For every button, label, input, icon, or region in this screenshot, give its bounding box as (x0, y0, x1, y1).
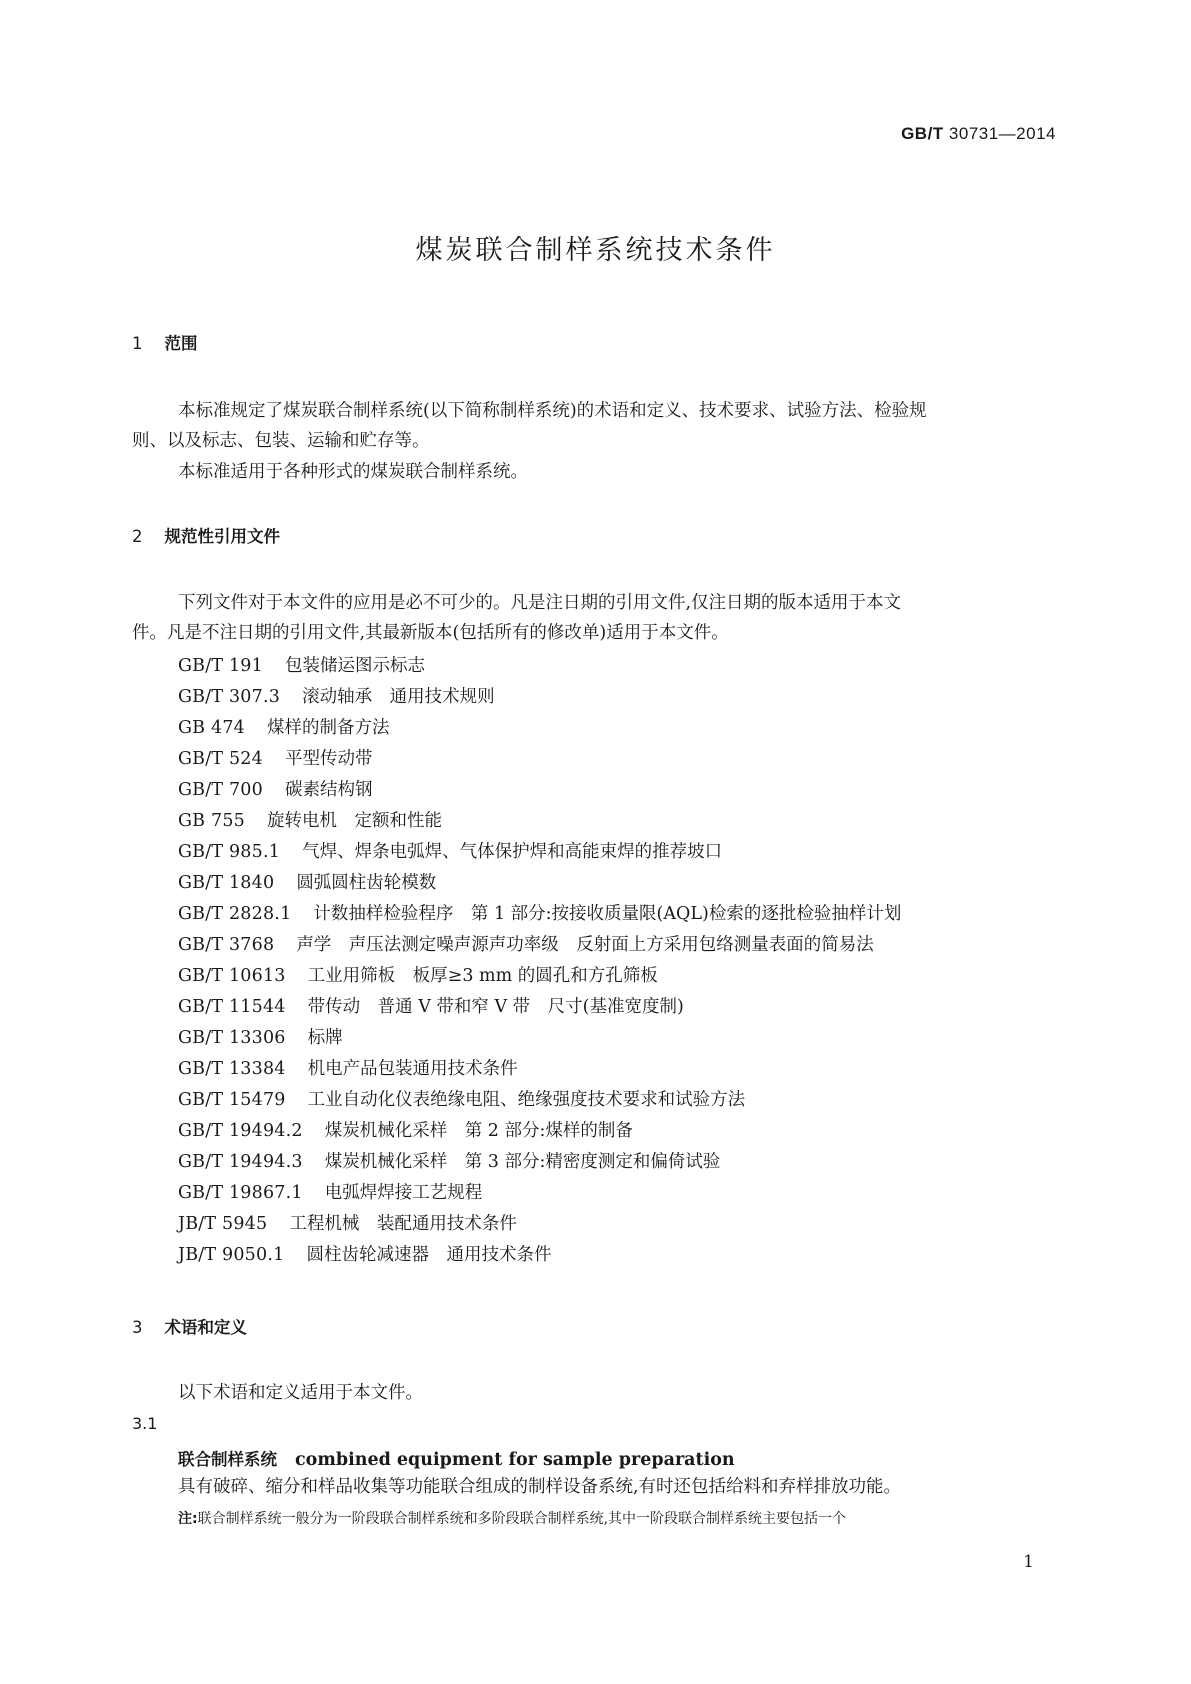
reference-item (178, 900, 901, 925)
reference-code: GB 755 (178, 811, 246, 831)
reference-code: GB/T 524 (178, 749, 263, 769)
reference-code: GB/T 11544 (178, 997, 286, 1017)
reference-item (178, 776, 372, 801)
reference-code: GB 474 (178, 718, 246, 738)
reference-item (178, 1055, 518, 1080)
section-1-heading (132, 330, 198, 354)
reference-title: 煤炭机械化采样 第 2 部分:煤样的制备 (324, 1121, 633, 1141)
note-label: 注: (178, 1511, 198, 1527)
reference-item (178, 714, 390, 739)
reference-title: 计数抽样检验程序 第 1 部分:按接收质量限(AQL)检索的逐批检验抽样计划 (313, 904, 902, 924)
reference-title: 气焊、焊条电弧焊、气体保护焊和高能束焊的推荐坡口 (302, 842, 723, 862)
reference-item (178, 1210, 517, 1235)
term-english: combined equipment for sample preparation (295, 1450, 735, 1470)
term-entry (178, 1446, 735, 1470)
reference-code: GB/T 19867.1 (178, 1183, 303, 1203)
reference-code: JB/T 5945 (178, 1214, 268, 1234)
reference-code: GB/T 19494.3 (178, 1152, 303, 1172)
standard-code-prefix: GB/T (901, 124, 944, 143)
section-1-para-1-line-2: 则、以及标志、包装、运输和贮存等。 (132, 431, 430, 451)
section-3-heading (132, 1314, 247, 1338)
reference-title: 包装储运图示标志 (284, 656, 425, 676)
term-note (178, 1508, 846, 1528)
reference-title: 带传动 普通 V 带和窄 V 带 尺寸(基准宽度制) (307, 997, 684, 1017)
reference-item (178, 1179, 482, 1204)
reference-title: 工业用筛板 板厚≥3 mm 的圆孔和方孔筛板 (307, 966, 658, 986)
reference-title: 电弧焊焊接工艺规程 (324, 1183, 483, 1203)
reference-title: 工业自动化仪表绝缘电阻、绝缘强度技术要求和试验方法 (307, 1090, 746, 1110)
reference-title: 圆弧圆柱齿轮模数 (296, 873, 437, 893)
reference-code: GB/T 985.1 (178, 842, 281, 862)
reference-title: 标牌 (307, 1028, 343, 1048)
reference-code: GB/T 191 (178, 656, 263, 676)
reference-title: 煤样的制备方法 (267, 718, 390, 738)
reference-code: GB/T 19494.2 (178, 1121, 303, 1141)
document-title: 煤炭联合制样系统技术条件 (415, 235, 776, 266)
standard-code (901, 124, 1056, 144)
standard-code-number: 30731—2014 (948, 124, 1056, 143)
section-3-intro: 以下术语和定义适用于本文件。 (178, 1383, 423, 1403)
reference-code: GB/T 700 (178, 780, 263, 800)
reference-item (178, 1241, 551, 1266)
reference-title: 滚动轴承 通用技术规则 (302, 687, 495, 707)
reference-item (178, 1148, 720, 1173)
reference-title: 工程机械 装配通用技术条件 (289, 1214, 517, 1234)
section-3-title: 术语和定义 (164, 1318, 247, 1337)
reference-item (178, 1117, 633, 1142)
section-1-number: 1 (132, 334, 143, 353)
reference-code: GB/T 13306 (178, 1028, 286, 1048)
note-text: 联合制样系统一般分为一阶段联合制样系统和多阶段联合制样系统,其中一阶段联合制样系统主要包括一个 (197, 1511, 847, 1527)
section-1-para-2: 本标准适用于各种形式的煤炭联合制样系统。 (178, 462, 528, 482)
section-2-intro-line-2: 件。凡是不注日期的引用文件,其最新版本(包括所有的修改单)适用于本文件。 (132, 623, 729, 643)
page-number: 1 (1023, 1552, 1034, 1572)
reference-title: 机电产品包装通用技术条件 (307, 1059, 518, 1079)
section-1-title: 范围 (164, 334, 198, 353)
reference-item (178, 807, 442, 832)
section-2-heading (132, 523, 280, 547)
section-2-intro-line-1: 下列文件对于本文件的应用是必不可少的。凡是注日期的引用文件,仅注日期的版本适用于本文 (178, 593, 902, 613)
reference-item (178, 962, 658, 987)
reference-code: GB/T 10613 (178, 966, 286, 986)
section-2-title: 规范性引用文件 (164, 527, 280, 546)
reference-item (178, 652, 425, 677)
reference-title: 煤炭机械化采样 第 3 部分:精密度测定和偏倚试验 (324, 1152, 721, 1172)
reference-code: JB/T 9050.1 (178, 1245, 285, 1265)
reference-item (178, 1086, 745, 1111)
reference-title: 声学 声压法测定噪声源声功率级 反射面上方采用包络测量表面的简易法 (296, 935, 874, 955)
reference-item (178, 1024, 343, 1049)
reference-code: GB/T 15479 (178, 1090, 286, 1110)
reference-item (178, 683, 495, 708)
section-2-number: 2 (132, 527, 143, 546)
reference-item (178, 993, 684, 1018)
reference-code: GB/T 13384 (178, 1059, 286, 1079)
reference-item (178, 869, 436, 894)
reference-item (178, 931, 874, 956)
section-1-para-1-line-1: 本标准规定了煤炭联合制样系统(以下简称制样系统)的术语和定义、技术要求、试验方法、检验规 (178, 401, 927, 421)
term-number: 3.1 (132, 1414, 158, 1433)
reference-item (178, 745, 372, 770)
reference-title: 碳素结构钢 (284, 780, 373, 800)
reference-code: GB/T 1840 (178, 873, 275, 893)
reference-code: GB/T 307.3 (178, 687, 281, 707)
term-chinese: 联合制样系统 (178, 1450, 277, 1469)
reference-code: GB/T 2828.1 (178, 904, 292, 924)
reference-title: 旋转电机 定额和性能 (267, 811, 443, 831)
reference-item (178, 838, 722, 863)
reference-title: 圆柱齿轮减速器 通用技术条件 (306, 1245, 552, 1265)
reference-title: 平型传动带 (284, 749, 373, 769)
section-3-number: 3 (132, 1318, 143, 1337)
term-definition: 具有破碎、缩分和样品收集等功能联合组成的制样设备系统,有时还包括给料和弃样排放功能。 (178, 1477, 902, 1497)
reference-code: GB/T 3768 (178, 935, 275, 955)
